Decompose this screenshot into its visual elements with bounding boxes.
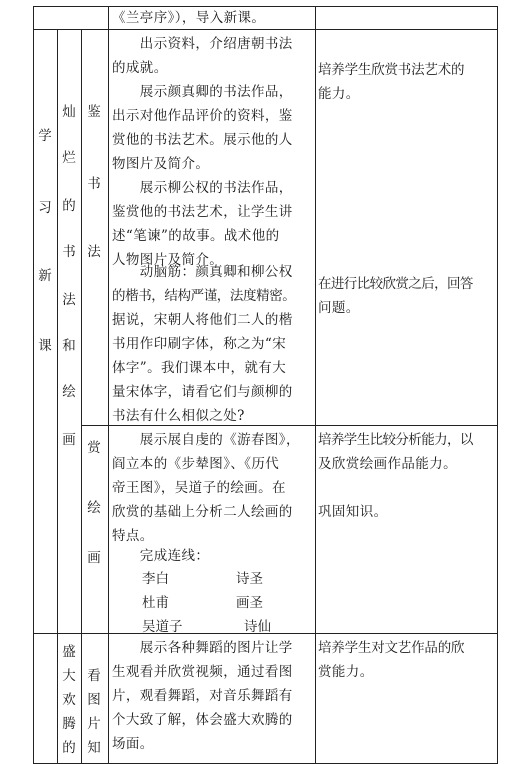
subtopic-label-char: 知 (87, 740, 101, 756)
calligraphy-content-line: 体字”。我们课本中，就有大 (112, 360, 287, 376)
table-border-left (33, 6, 34, 764)
topic-label-char: 腾 (62, 716, 76, 732)
goal-text: 赏能力。 (318, 664, 374, 680)
calligraphy-content-line: 物图片及简介。 (112, 156, 210, 172)
subtopic-label-char: 法 (87, 244, 101, 260)
goal-text: 培养学生比较分析能力，以 (318, 432, 473, 448)
goal-text: 能力。 (318, 86, 360, 102)
topic-label-char: 绘 (62, 384, 76, 400)
calligraphy-content-line: 书用作印刷字体，称之为“宋 (112, 336, 287, 352)
calligraphy-content-line: 赏他的书法艺术。展示他的人 (112, 132, 293, 148)
painting-content-line: 展示展自虔的《游春图》， (112, 432, 300, 448)
calligraphy-content-line: 人物图片及简介。 (112, 252, 224, 268)
calligraphy-content-line: 的楷书，结构严谨，法度精密。 (112, 288, 296, 304)
goal-text: 问题。 (318, 300, 360, 316)
topic-label-char: 大 (62, 668, 76, 684)
calligraphy-content-line: 的成就。 (112, 60, 168, 76)
topic-label-char: 的 (62, 198, 76, 214)
calligraphy-content-line: 量宋体字，请看它们与颜柳的 (112, 384, 293, 400)
subtopic-label-char: 看 (87, 668, 101, 684)
stage-label-char: 习 (38, 200, 52, 216)
calligraphy-content-line: 展示柳公权的书法作品， (112, 180, 293, 196)
matching-right-item: 画圣 (236, 595, 263, 611)
table-border-right (497, 6, 498, 764)
calligraphy-content-line: 述“笔谏”的故事。战术他的 (112, 228, 280, 244)
goal-text: 巩固知识。 (318, 504, 388, 520)
matching-task-title: 完成连线： (112, 548, 210, 564)
matching-right-item: 诗仙 (244, 619, 271, 635)
topic-label-char: 烂 (62, 150, 76, 166)
subtopic-label-char: 画 (87, 550, 101, 566)
table-col-divider (108, 6, 109, 764)
goal-text: 培养学生欣赏书法艺术的 (318, 62, 465, 78)
calligraphy-content-line: 据说，宋朝人将他们二人的楷 (112, 312, 293, 328)
dance-content-line: 片，观看舞蹈，对音乐舞蹈有 (112, 688, 293, 704)
calligraphy-content-line: 出示资料，介绍唐朝书法 (112, 36, 293, 52)
matching-left-item: 吴道子 (142, 619, 183, 635)
painting-content-line: 特点。 (112, 528, 154, 544)
dance-content-line: 展示各种舞蹈的图片让学 (112, 640, 293, 656)
matching-right-item: 诗圣 (236, 571, 263, 587)
topic-label-char: 法 (62, 292, 76, 308)
topic-label-char: 的 (62, 740, 76, 756)
matching-left-item: 李白 (142, 571, 169, 587)
calligraphy-content-line: 动脑筋：颜真卿和柳公权 (112, 264, 293, 280)
goal-text: 培养学生对文艺作品的欣 (318, 640, 465, 656)
goal-text: 及欣赏绘画作品能力。 (318, 456, 457, 472)
table-col-divider (315, 6, 316, 764)
calligraphy-content-line: 书法有什么相似之处? (112, 408, 245, 424)
calligraphy-content-line: 展示颜真卿的书法作品， (112, 84, 293, 100)
topic-label-char: 和 (62, 338, 76, 354)
topic-label-char: 欢 (62, 692, 76, 708)
dance-content-line: 场面。 (112, 736, 154, 752)
painting-content-line: 帝王图》，吴道子的绘画。在 (112, 480, 286, 496)
subtopic-label-char: 书 (87, 176, 101, 192)
goal-text: 在进行比较欣赏之后，回答 (318, 276, 473, 292)
topic-label-char: 书 (62, 244, 76, 260)
topic-label-char: 灿 (62, 104, 76, 120)
dance-content-line: 生观看并欣赏视频，通过看图 (112, 664, 293, 680)
topic-label-char: 画 (62, 432, 76, 448)
subtopic-label-char: 图 (87, 692, 101, 708)
stage-label-char: 新 (38, 268, 52, 284)
calligraphy-content-line: 出示对他作品评价的资料，鉴 (112, 108, 293, 124)
painting-content-line: 欣赏的基础上分析二人绘画的 (112, 504, 293, 520)
subtopic-label-char: 鉴 (87, 104, 101, 120)
subtopic-label-char: 绘 (87, 500, 101, 516)
stage-label-char: 课 (38, 338, 52, 354)
subtopic-label-char: 片 (87, 716, 101, 732)
topic-label-char: 盛 (62, 644, 76, 660)
painting-content-line: 阎立本的《步辇图》、《历代 (112, 456, 280, 472)
stage-label-char: 学 (38, 128, 52, 144)
calligraphy-content-line: 鉴赏他的书法艺术，让学生讲 (112, 204, 293, 220)
intro-text: 《兰亭序》），导入新课。 (112, 10, 266, 26)
dance-content-line: 个大致了解，体会盛大欢腾的 (112, 712, 293, 728)
table-col-divider (57, 29, 58, 764)
matching-left-item: 杜甫 (142, 595, 169, 611)
table-col-divider (81, 29, 82, 764)
subtopic-label-char: 赏 (87, 440, 101, 456)
